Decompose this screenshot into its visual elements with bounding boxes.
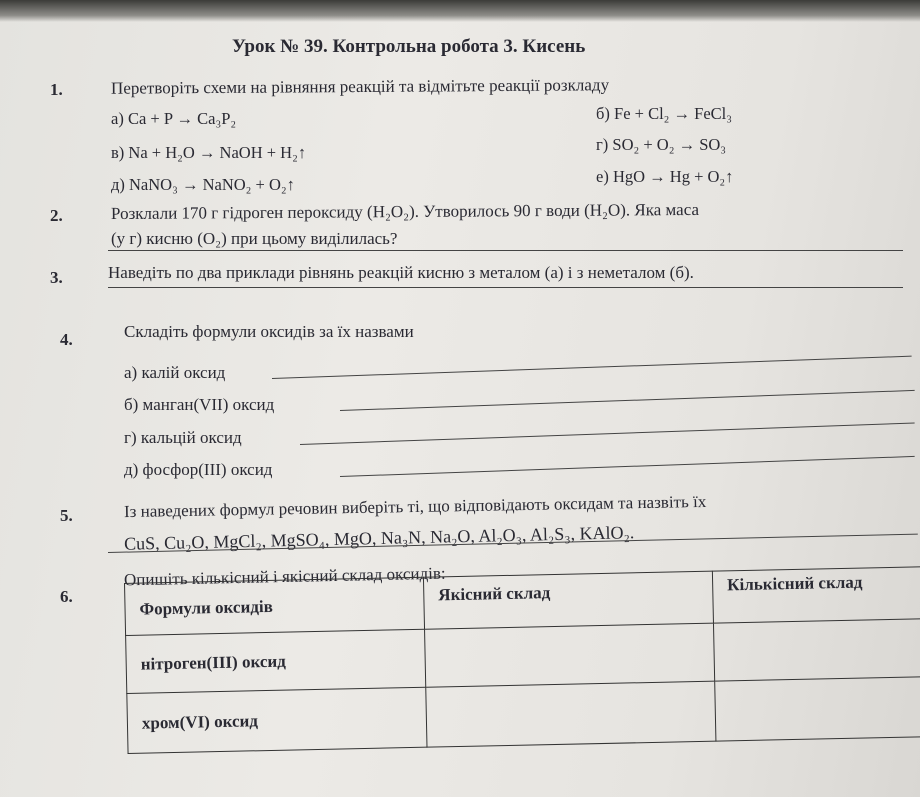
- row-quantitative-cell[interactable]: [715, 677, 920, 741]
- task-2-number: 2.: [50, 206, 63, 225]
- reaction-d: д) NaNO₃ → NaNO₂ + O₂↑: [111, 175, 295, 194]
- task-4-item-d: д) фосфор(III) оксид: [124, 460, 273, 479]
- header-quantitative: Кількісний склад: [712, 567, 920, 623]
- task-3-text: Наведіть по два приклади рівнянь реакцій кисню з металом (а) і з неметалом (б).: [108, 263, 694, 282]
- row-oxide-name: нітроген(III) оксид: [126, 629, 426, 693]
- task-5-number: 5.: [60, 506, 73, 525]
- task-1-number: 1.: [50, 80, 63, 99]
- row-qualitative-cell[interactable]: [425, 623, 715, 687]
- row-quantitative-cell[interactable]: [713, 619, 920, 681]
- header-qualitative: Якісний склад: [423, 571, 713, 629]
- task-1-text: Перетворіть схеми на рівняння реакцій та відмітьте реакції розкладу: [110, 75, 610, 98]
- task-5-formulas: CuS, Cu₂O, MgCl₂, MgSO₄, MgO, Na₃N, Na₂O, Al₂O₃, Al₂S₃, KAlO₂.: [123, 522, 635, 554]
- task-2-underline: [108, 250, 903, 251]
- task-4-item-a: а) калій оксид: [124, 363, 226, 382]
- reaction-a: а) Ca + P → Ca₃P₂: [111, 109, 237, 128]
- reaction-v: в) Na + H₂O → NaOH + H₂↑: [111, 143, 307, 162]
- oxide-composition-table: [123, 563, 920, 754]
- answer-line-g: [300, 423, 915, 445]
- answer-line-a: [272, 356, 912, 379]
- task-6-text: Опишіть кількісний і якісний склад оксидів:: [123, 563, 446, 590]
- answer-line-d: [340, 456, 915, 477]
- task-4-number: 4.: [60, 330, 73, 349]
- task-3-underline: [108, 287, 903, 288]
- reaction-g: г) SO₂ + O₂ → SO₃: [596, 135, 727, 154]
- task-4-item-b: б) манган(VII) оксид: [124, 395, 275, 414]
- reaction-e: е) HgO → Hg + O₂↑: [596, 167, 734, 186]
- row-oxide-name: хром(VI) оксид: [127, 687, 427, 753]
- task-4-item-g: г) кальцій оксид: [124, 428, 242, 447]
- page-title: Урок № 39. Контрольна робота 3. Кисень: [232, 36, 586, 57]
- row-qualitative-cell[interactable]: [426, 681, 716, 747]
- reaction-b: б) Fe + Cl₂ → FeCl₃: [596, 104, 733, 123]
- task-2-line-2: (у г) кисню (O₂) при цьому виділилась?: [111, 229, 398, 248]
- answer-line-b: [340, 390, 915, 411]
- task-2-line-1: Розклали 170 г гідроген пероксиду (H₂O₂). Утворилось 90 г води (H₂O). Яка маса: [110, 199, 700, 224]
- task-3-number: 3.: [50, 268, 63, 287]
- header-formulas: Формули оксидів: [125, 577, 425, 635]
- task-5-text: Із наведених формул речовин виберіть ті, що відповідають оксидам та назвіть їх: [123, 491, 707, 522]
- task-4-text: Складіть формули оксидів за їх назвами: [124, 322, 414, 341]
- task-6-number: 6.: [60, 587, 73, 606]
